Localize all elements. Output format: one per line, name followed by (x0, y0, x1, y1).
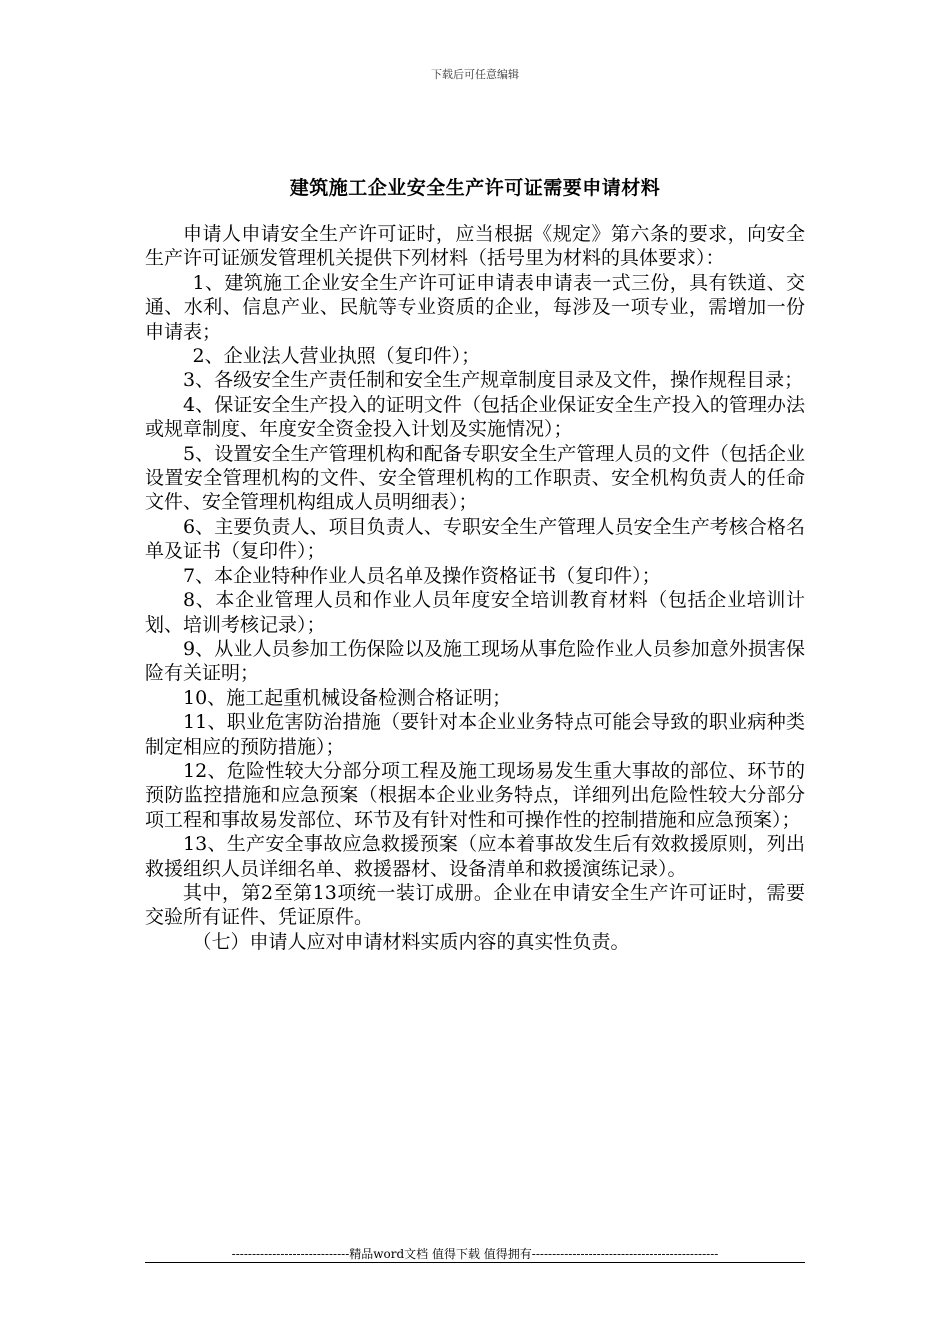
paragraph-item-1: 1、建筑施工企业安全生产许可证申请表申请表一式三份，具有铁道、交通、水利、信息产业、民航等专业资质的企业，每涉及一项专业，需增加一份申请表； (145, 271, 805, 343)
header-note: 下载后可任意编辑 (431, 68, 519, 81)
paragraph-item-5: 5、设置安全生产管理机构和配备专职安全生产管理人员的文件（包括企业设置安全管理机构的文件、安全管理机构的工作职责、安全机构负责人的任命文件、安全管理机构组成人员明细表）； (145, 442, 805, 514)
paragraph-binding-note: 其中，第2至第13项统一装订成册。企业在申请安全生产许可证时，需要交验所有证件、凭证原件。 (145, 881, 805, 929)
paragraph-item-11: 11、职业危害防治措施（要针对本企业业务特点可能会导致的职业病种类制定相应的预防措施）； (145, 711, 805, 758)
paragraph-item-10: 10、施工起重机械设备检测合格证明； (183, 686, 512, 709)
paragraph-item-2: 2、企业法人营业执照（复印件）； (192, 345, 481, 368)
paragraph-responsibility: （七）申请人应对申请材料实质内容的真实性负责。 (192, 930, 630, 953)
paragraph-item-12: 12、危险性较大分部分项工程及施工现场易发生重大事故的部位、环节的预防监控措施和应急预案（根据本企业业务特点，详细列出危险性较大分部分项工程和事故易发部位、环节及有针对性和可操作性的控制措施和应急预案）； (145, 759, 805, 831)
footer-divider (145, 1262, 805, 1263)
paragraph-item-7: 7、本企业特种作业人员名单及操作资格证书（复印件）； (183, 564, 661, 587)
footer-text: -----------------------------精品word文档 值得下载 值得拥有---------------------------------------------- (231, 1247, 719, 1261)
paragraph-item-9: 9、从业人员参加工伤保险以及施工现场从事危险作业人员参加意外损害保险有关证明； (145, 637, 805, 685)
paragraph-item-13: 13、生产安全事故应急救援预案（应本着事故发生后有效救援原则，列出救援组织人员详细名单、救援器材、设备清单和救援演练记录）。 (145, 833, 805, 880)
document-body (145, 222, 805, 954)
paragraph-item-3: 3、各级安全生产责任制和安全生产规章制度目录及文件，操作规程目录； (183, 369, 804, 392)
document-title: 建筑施工企业安全生产许可证需要申请材料 (289, 177, 661, 199)
paragraph-item-8: 8、本企业管理人员和作业人员年度安全培训教育材料（包括企业培训计划、培训考核记录）； (145, 589, 805, 636)
paragraph-intro: 申请人申请安全生产许可证时，应当根据《规定》第六条的要求，向安全生产许可证颁发管理机关提供下列材料（括号里为材料的具体要求）： (145, 223, 805, 270)
paragraph-item-6: 6、主要负责人、项目负责人、专职安全生产管理人员安全生产考核合格名单及证书（复印件）； (145, 515, 805, 563)
paragraph-item-4: 4、保证安全生产投入的证明文件（包括企业保证安全生产投入的管理办法或规章制度、年度安全资金投入计划及实施情况）； (145, 393, 805, 441)
